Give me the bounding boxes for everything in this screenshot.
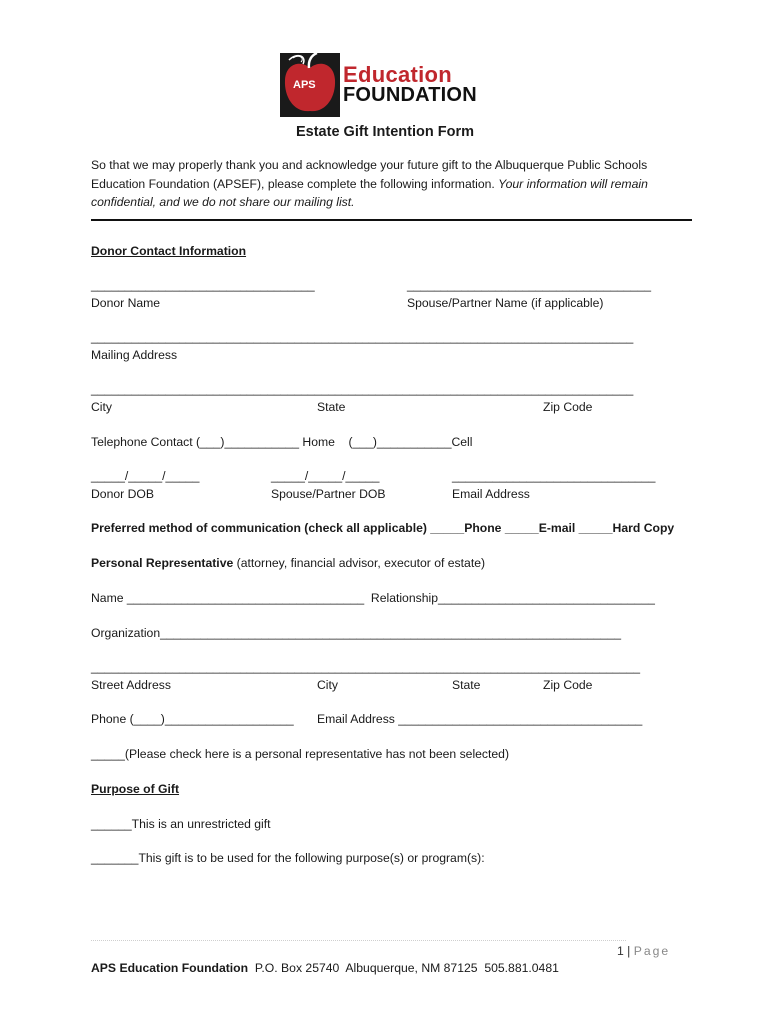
intro-text: So that we may properly thank you and acknowledge your future gift to the Albuquerque Public Schools Education Foundation (APSEF), please complete the following information. xyxy=(91,158,648,191)
footer-address: P.O. Box 25740 Albuquerque, NM 87125 505.881.0481 xyxy=(248,961,559,975)
unrestricted-gift-field[interactable]: ______This is an unrestricted gift xyxy=(91,817,271,831)
rep-address-field[interactable]: _________________________________________________________________________________ xyxy=(91,660,641,674)
page-number-value: 1 | xyxy=(617,944,634,958)
intro-paragraph xyxy=(91,156,691,212)
rep-name-relationship-field[interactable]: Name ___________________________________ Relationship________________________________ xyxy=(91,591,655,605)
svg-text:APS: APS xyxy=(293,79,316,91)
footer-org-name: APS Education Foundation xyxy=(91,961,249,975)
donor-name-label: Donor Name xyxy=(91,296,161,310)
aps-education-foundation-logo xyxy=(279,50,479,120)
rep-street-label: Street Address xyxy=(91,678,171,692)
intro-confidential-text: Your information will remain confidential, and we do not share our mailing list. xyxy=(91,176,648,209)
footer-divider xyxy=(91,940,626,941)
page-word: Page xyxy=(633,944,671,958)
form-title: Estate Gift Intention Form xyxy=(295,124,475,140)
donor-name-field[interactable]: _________________________________ xyxy=(91,278,315,292)
rep-city-label: City xyxy=(317,678,338,692)
restricted-gift-field[interactable]: _______This gift is to be used for the following purpose(s) or program(s): xyxy=(91,851,485,865)
no-rep-checkbox-field[interactable]: _____(Please check here is a personal representative has not been selected) xyxy=(91,747,510,761)
rep-phone-field[interactable]: Phone (____)___________________ xyxy=(91,712,294,726)
spouse-dob-field[interactable]: _____/_____/_____ xyxy=(271,469,380,483)
spouse-dob-label: Spouse/Partner DOB xyxy=(271,487,386,501)
rep-zip-label: Zip Code xyxy=(543,678,593,692)
email-label: Email Address xyxy=(452,487,530,501)
logo-text-education: Education xyxy=(343,62,453,87)
purpose-of-gift-heading: Purpose of Gift xyxy=(91,782,180,796)
state-label: State xyxy=(317,400,346,414)
rep-subtitle: (attorney, financial advisor, executor of estate) xyxy=(233,556,486,570)
personal-representative-heading xyxy=(91,556,485,570)
preferred-communication-field[interactable]: Preferred method of communication (check all applicable) _____Phone _____E-mail _____Hard Copy xyxy=(91,521,675,535)
mailing-address-field[interactable]: ________________________________________________________________________________ xyxy=(91,330,634,344)
donor-contact-heading: Donor Contact Information xyxy=(91,244,247,258)
rep-state-label: State xyxy=(452,678,481,692)
rep-heading-text: Personal Representative xyxy=(91,556,234,570)
rep-organization-field[interactable]: Organization____________________________________________________________________ xyxy=(91,626,622,640)
email-field[interactable]: ______________________________ xyxy=(452,469,656,483)
apple-logo-icon xyxy=(279,50,345,120)
footer-contact xyxy=(91,961,559,975)
spouse-name-field[interactable]: ____________________________________ xyxy=(407,278,652,292)
zip-label: Zip Code xyxy=(543,400,593,414)
page-number xyxy=(617,944,670,958)
rep-email-field[interactable]: Email Address ____________________________________ xyxy=(317,712,643,726)
header-divider xyxy=(91,219,692,221)
city-state-zip-field[interactable]: ________________________________________________________________________________ xyxy=(91,382,634,396)
donor-dob-field[interactable]: _____/_____/_____ xyxy=(91,469,200,483)
spouse-name-label: Spouse/Partner Name (if applicable) xyxy=(407,296,604,310)
telephone-contact-field[interactable]: Telephone Contact (___)___________ Home (___)___________Cell xyxy=(91,435,473,449)
mailing-address-label: Mailing Address xyxy=(91,348,178,362)
donor-dob-label: Donor DOB xyxy=(91,487,154,501)
logo-text-foundation: FOUNDATION xyxy=(343,84,477,106)
city-label: City xyxy=(91,400,112,414)
